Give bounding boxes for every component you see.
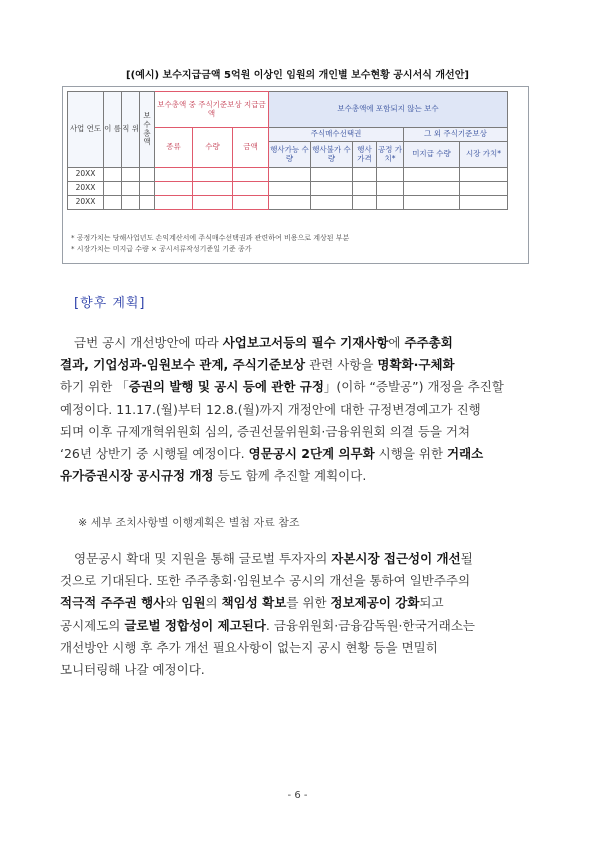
header-position: 직 위 bbox=[122, 92, 140, 168]
table-caption: [(예시) 보수지급금액 5억원 이상인 임원의 개인별 보수현황 공시서식 개선안] bbox=[126, 70, 469, 81]
header-qty: 수량 bbox=[193, 128, 233, 168]
table-cell bbox=[193, 168, 233, 182]
emphasis-text: 임원 bbox=[181, 595, 206, 611]
paragraph-plans: 금번 공시 개선방안에 따라 사업보고서등의 필수 기재사항에 주주총회 결과, 기업성과-임원보수 관계, 주식기준보상 관련 사항을 명확화·구체화 하기 위한 「증권의 발행 및 공시 등에 관한 규정」(이하 “증발공”) 개정을 추진할 예정이다. 11.17.(월)부터 12.8.(월)까지 개정안에 대한 규정변경예고가 진행 되며 이후 규제개혁위원회 심의, 증권선물위원회·금융위원회 의결 등을 거쳐 ‘26년 상반기 중 시행될 예정이다. 영문공시 2단계 의무화 시행을 위한 거래소 유가증권시장 공시규정 개정 등도 함께 추진할 계획이다. bbox=[60, 335, 504, 484]
emphasis-text: 자본시장 접근성이 개선 bbox=[331, 551, 461, 566]
table-cell bbox=[140, 196, 155, 210]
compensation-table bbox=[67, 91, 508, 210]
emphasis-text: 사업보고서등의 필수 기재사항 bbox=[222, 335, 389, 350]
header-other-stock-comp: 그 외 주식기준보상 bbox=[404, 128, 508, 142]
table-cell bbox=[404, 168, 460, 182]
header-included-stock-comp: 보수총액 중 주식기준보상 지급금액 bbox=[155, 92, 269, 128]
row-year: 20XX bbox=[68, 182, 104, 196]
table-cell bbox=[353, 182, 377, 196]
table-cell bbox=[122, 196, 140, 210]
header-exercisable-qty: 행사가능 수량 bbox=[269, 142, 311, 168]
table-cell bbox=[104, 196, 122, 210]
table-cell bbox=[140, 182, 155, 196]
emphasis-text: 적극적 주주권 행사 bbox=[60, 595, 166, 611]
table-cell bbox=[311, 196, 353, 210]
row-year: 20XX bbox=[68, 168, 104, 182]
emphasis-text: 결과, 기업성과-임원보수 관계, 주식기준보상 bbox=[60, 357, 306, 373]
emphasis-text: 증권의 발행 및 공시 등에 관한 규정 bbox=[128, 379, 324, 395]
row-year: 20XX bbox=[68, 196, 104, 210]
table-cell bbox=[193, 182, 233, 196]
emphasis-text: 유가증권시장 공시규정 개정 bbox=[60, 468, 214, 484]
table-cell bbox=[311, 182, 353, 196]
table-cell bbox=[269, 182, 311, 196]
table-cell bbox=[377, 168, 404, 182]
header-fair-value: 공정 가치* bbox=[377, 142, 404, 168]
table-cell bbox=[269, 168, 311, 182]
table-cell bbox=[460, 182, 508, 196]
section-title-future-plans: [향후 계획] bbox=[74, 296, 146, 311]
header-market-value: 시장 가치* bbox=[460, 142, 508, 168]
table-cell bbox=[104, 182, 122, 196]
table-cell bbox=[140, 168, 155, 182]
table-notes bbox=[71, 233, 349, 255]
table-cell bbox=[377, 182, 404, 196]
table-cell bbox=[269, 196, 311, 210]
header-total: 보 수 총 액 bbox=[140, 92, 155, 168]
emphasis-text: 영문공시 2단계 의무화 bbox=[248, 446, 375, 462]
table-cell bbox=[233, 182, 269, 196]
table-cell bbox=[311, 168, 353, 182]
emphasis-text: 글로벌 정합성이 제고된다 bbox=[124, 617, 266, 633]
header-exercise-price: 행사 가격 bbox=[353, 142, 377, 168]
table-cell bbox=[104, 168, 122, 182]
table-cell bbox=[460, 196, 508, 210]
table-cell bbox=[155, 168, 193, 182]
table-cell bbox=[193, 196, 233, 210]
emphasis-text: 정보제공이 강화 bbox=[330, 595, 420, 611]
table-cell bbox=[460, 168, 508, 182]
table-cell bbox=[353, 168, 377, 182]
table-cell bbox=[233, 168, 269, 182]
table-row bbox=[68, 182, 508, 196]
table-cell bbox=[353, 196, 377, 210]
header-amount: 금액 bbox=[233, 128, 269, 168]
table-row bbox=[68, 196, 508, 210]
note-market-value: * 시장가치는 미지급 수량 × 공시서류작성기준일 기준 종가 bbox=[71, 245, 252, 253]
paragraph-expected-effects: 영문공시 확대 및 지원을 통해 글로벌 투자자의 자본시장 접근성이 개선될 것으로 기대된다. 또한 주주총회·임원보수 공시의 개선을 통하여 일반주주의 적극적 주주권 행사와 임원의 책임성 확보를 위한 정보제공이 강화되고 공시제도의 글로벌 정합성이 제고된다. 금융위원회·금융감독원·한국거래소는 개선방안 시행 후 추가 개선 필요사항이 없는지 공시 현황 등을 면밀히 모니터링해 나갈 예정이다. bbox=[60, 551, 475, 678]
table-cell bbox=[122, 182, 140, 196]
note-fair-value: * 공정가치는 당해사업년도 손익계산서에 주식매수선택권과 관련하여 비용으로 계상된 부분 bbox=[71, 234, 350, 242]
emphasis-text: 책임성 확보 bbox=[221, 595, 287, 611]
disclosure-form-table bbox=[62, 86, 529, 264]
emphasis-text: 명확화·구체화 bbox=[377, 357, 455, 373]
table-cell bbox=[155, 196, 193, 210]
table-cell bbox=[233, 196, 269, 210]
header-type: 종류 bbox=[155, 128, 193, 168]
header-name: 이 름 bbox=[104, 92, 122, 168]
header-year: 사업 연도 bbox=[68, 92, 104, 168]
attachment-note: ※ 세부 조치사항별 이행계획은 별첨 자료 참조 bbox=[78, 516, 300, 529]
header-stock-options: 주식매수선택권 bbox=[269, 128, 404, 142]
table-row bbox=[68, 168, 508, 182]
emphasis-text: 거래소 bbox=[447, 446, 484, 462]
page-number: - 6 - bbox=[287, 790, 308, 801]
table-cell bbox=[404, 182, 460, 196]
header-not-included: 보수총액에 포함되지 않는 보수 bbox=[269, 92, 508, 128]
header-unexercisable-qty: 행사불가 수량 bbox=[311, 142, 353, 168]
header-unpaid-qty: 미지급 수량 bbox=[404, 142, 460, 168]
table-cell bbox=[377, 196, 404, 210]
table-cell bbox=[122, 168, 140, 182]
table-cell bbox=[404, 196, 460, 210]
emphasis-text: 주주총회 bbox=[404, 335, 453, 350]
table-cell bbox=[155, 182, 193, 196]
